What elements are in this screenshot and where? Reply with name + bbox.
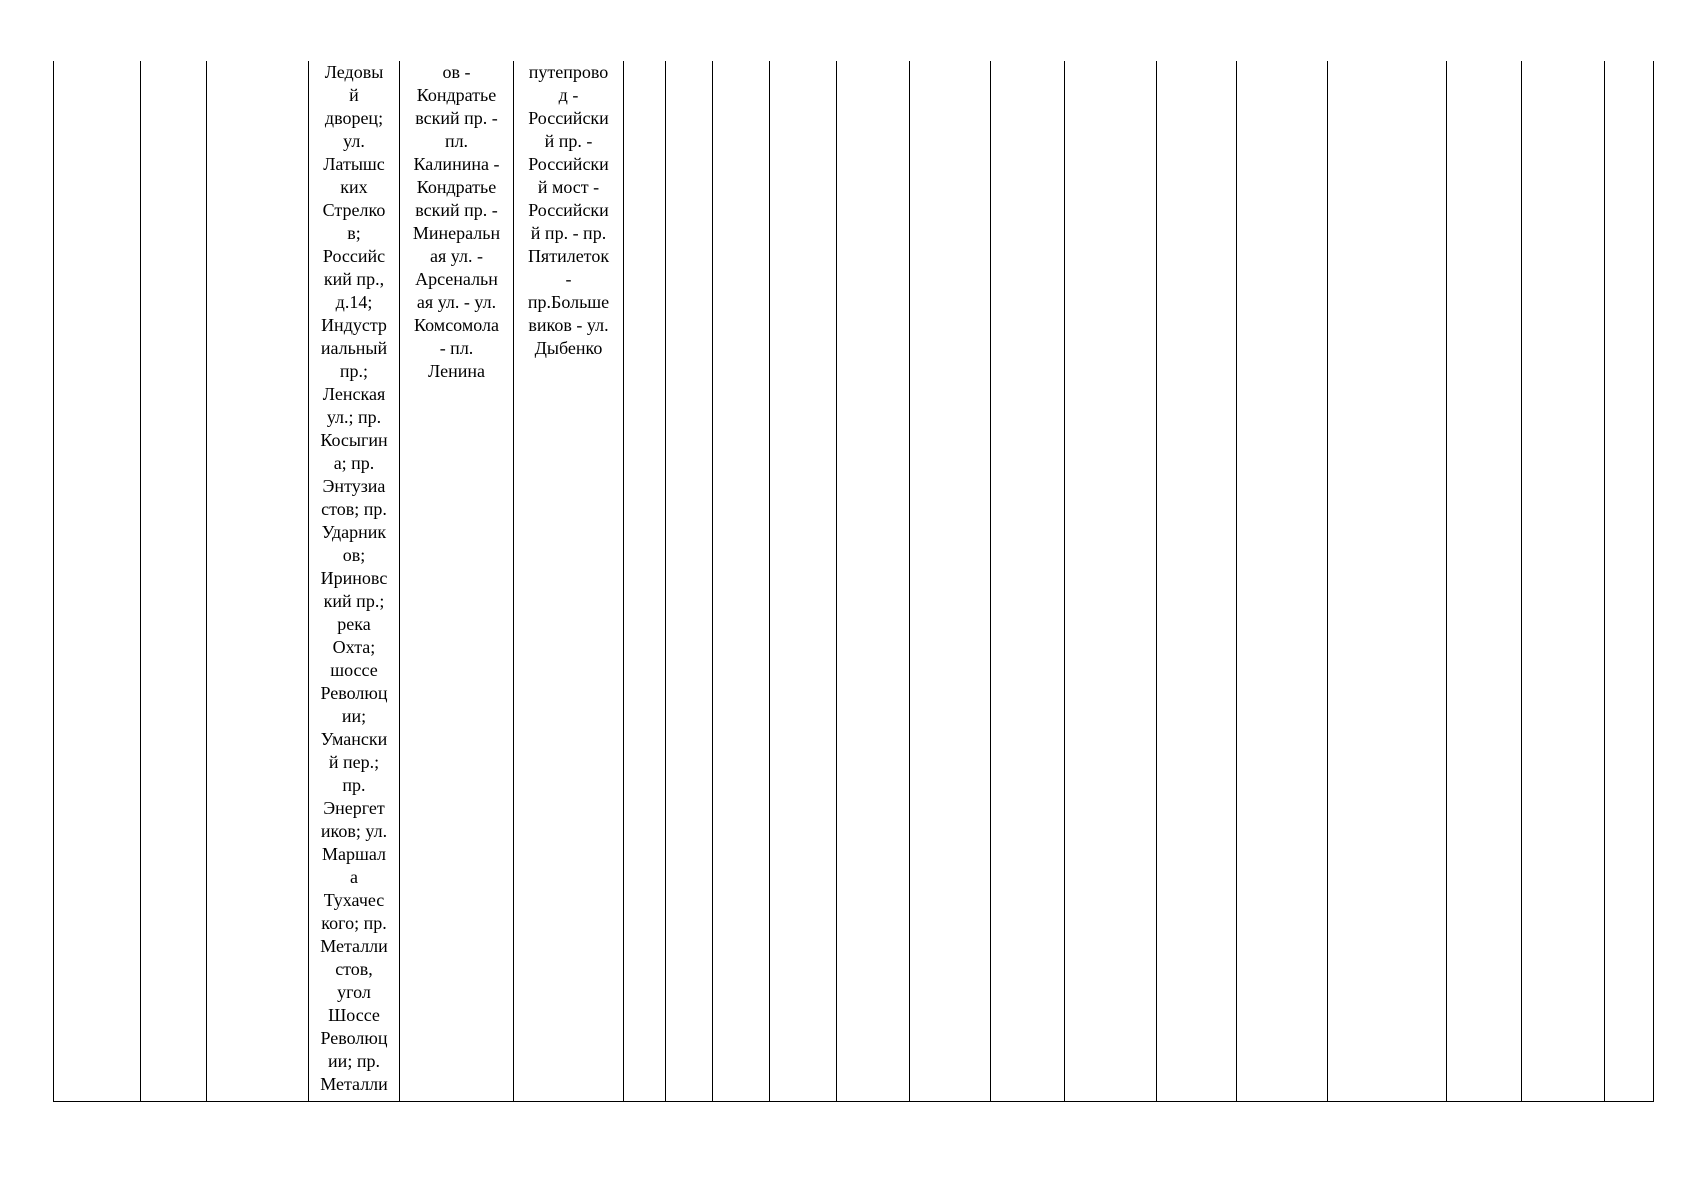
table-cell-17	[1328, 61, 1447, 1101]
table-cell-places	[309, 61, 400, 1101]
table-cell-19	[1522, 61, 1605, 1101]
table-cell-16	[1237, 61, 1328, 1101]
document-table	[53, 61, 1654, 1102]
table-cell-1	[54, 61, 141, 1101]
table-cell-18	[1447, 61, 1522, 1101]
table-cell-7	[624, 61, 666, 1101]
table-cell-8	[666, 61, 713, 1101]
table-cell-11	[837, 61, 910, 1101]
table-cell-15	[1157, 61, 1237, 1101]
table-cell-14	[1065, 61, 1157, 1101]
table-cell-3	[207, 61, 309, 1101]
route-a-text: ов - Кондратье вский пр. - пл. Калинина - Кондратье вский пр. - Минеральн ая ул. - Арсенальн ая ул. - ул. Комсомола - пл. Ленина	[412, 62, 501, 381]
table-cell-10	[770, 61, 837, 1101]
table-cell-20	[1605, 61, 1654, 1101]
table-cell-route-b	[514, 61, 624, 1101]
route-b-text: путепрово д - Российски й пр. - Российски й мост - Российски й пр. - пр. Пятилеток - пр.Больше виков - ул. Дыбенко	[527, 62, 610, 358]
table-cell-route-a	[400, 61, 514, 1101]
table-cell-13	[991, 61, 1065, 1101]
table-row	[54, 61, 1654, 1101]
table-cell-2	[141, 61, 207, 1101]
table-cell-12	[910, 61, 991, 1101]
table-cell-9	[713, 61, 770, 1101]
places-text: Ледовы й дворец; ул. Латышс ких Стрелко в; Российс кий пр., д.14; Индустр иальный пр.; Ленская ул.; пр. Косыгин а; пр. Энтузиа стов; пр. Ударник ов; Ириновс кий пр.; река Охта; шоссе Революц ии; Умански й пер.; пр. Энергет иков; ул. Маршал а Тухачес кого; пр. Металли стов, угол Шоссе Революц ии; пр. Металли	[320, 62, 388, 1094]
